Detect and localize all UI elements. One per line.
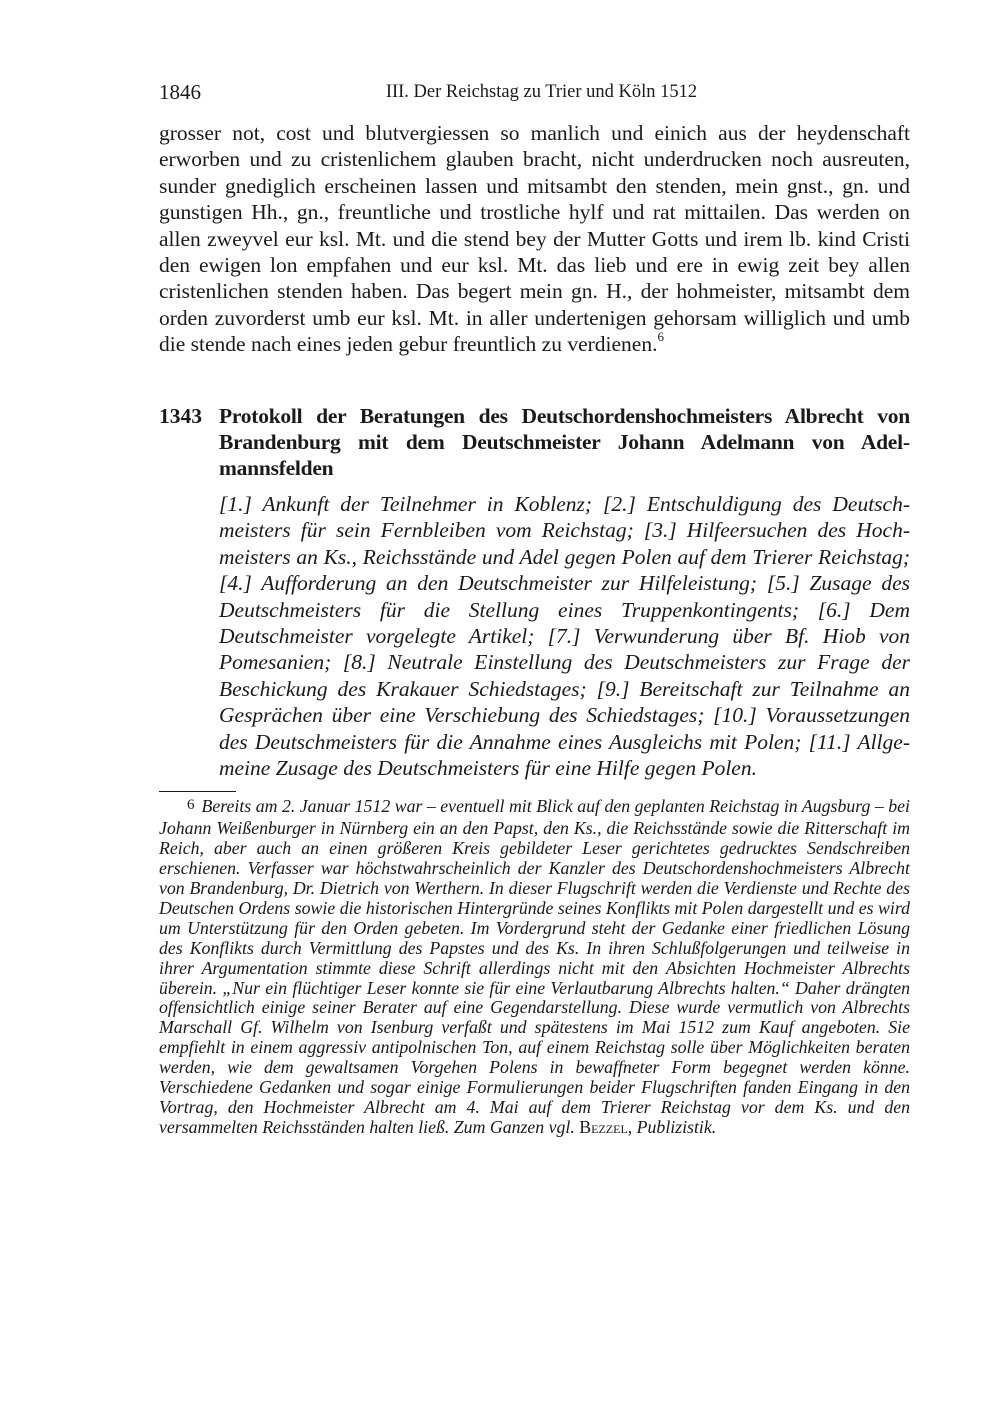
document-page — [159, 78, 910, 1138]
footnote — [159, 797, 910, 1137]
document-heading: Protokoll der Beratungen des Deutschordenshochmeisters Albrecht von Brandenburg mit dem Deutschmeister Johann Adelmann von Adelmannsfelden — [219, 403, 910, 481]
footnote-mark: 6 — [187, 797, 195, 814]
footnote-divider — [159, 791, 236, 792]
running-title: III. Der Reichstag zu Trier und Köln 1512 — [385, 82, 698, 102]
document-entry — [159, 403, 910, 782]
running-head — [159, 78, 910, 106]
document-summary: [1.] Ankunft der Teilnehmer in Koblenz; [2.] Entschuldigung des Deutschmeisters für sein Fernbleiben vom Reichstag; [3.] Hilfeersuchen des Hochmeisters an Ks., Reichsstände und Adel gegen Polen auf dem Trierer Reichstag; [4.] Aufforderung an den Deutschmeister zur Hilfeleistung; [5.] Zusage des Deutschmeisters für die Stellung eines Truppenkontingents; [6.] Dem Deutschmeister vorgelegte Artikel; [7.] Verwunderung über Bf. Hiob von Pomesanien; [8.] Neutrale Einstellung des Deutschmeisters zur Frage der Beschickung des Krakauer Schiedstages; [9.] Bereitschaft zur Teilnahme an Gesprächen über eine Verschiebung des Schiedstages; [10.] Voraussetzungen des Deutschmeisters für die Annahme eines Ausgleichs mit Polen; [11.] Allgemeine Zusage des Deutschmeisters für eine Hilfe gegen Polen. — [219, 491, 910, 780]
citation-author: Bezzel — [579, 1116, 628, 1137]
document-number: 1343 — [159, 403, 202, 428]
citation-work: Publizistik. — [636, 1116, 717, 1137]
continuation-text: grosser not, cost und blutvergiessen so manlich und einich aus der heydenschaft erworben und zu cristenlichem glauben bracht, nicht underdrucken noch ausreuten, sunder gnediglich erscheinen lassen und mitsambt den stenden, mein gnst., gn. und gunstigen Hh., gn., freuntliche und trostliche hylf und rat mittailen. Das werden on allen zweyvel eur ksl. Mt. und die stend bey der Mutter Gotts und irem lb. kind Cristi den ewigen lon empfahen und eur ksl. Mt. das lieb und ere in ewig zeit bey allen cristenlichen stenden haben. Das begert mein gn. H., der hohmeister, mitsambt dem orden zuvorderst umb eur ksl. Mt. in aller undertenigen gehorsam williglich und umb die stende nach eines jeden gebur freuntlich zu verdienen. — [159, 121, 910, 357]
page-number: 1846 — [159, 80, 201, 104]
continuation-paragraph — [159, 120, 910, 358]
citation-separator: , — [627, 1116, 637, 1137]
footnote-text: Bereits am 2. Januar 1512 war – eventuell mit Blick auf den geplanten Reichstag in Augsburg – bei Johann Weißenburger in Nürnberg ein an den Papst, den Ks., die Reichsstände sowie die Ritterschaft im Reich, aber auch an einen größeren Kreis gebildeter Leser gerichtetes gedrucktes Sendschreiben erschienen. Verfasser war höchstwahrscheinlich der Kanzler des Deutschordenshochmeisters Albrecht von Brandenburg, Dr. Dietrich von Werthern. In dieser Flugschrift werden die Verdienste und Rechte des Deutschen Ordens sowie die historischen Hintergründe seines Konflikts mit Polen dargestellt und es wird um Unterstützung für den Orden gebeten. Im Vordergrund steht der Gedanke einer friedlichen Lösung des Konflikts durch Vermittlung des Papstes und des Ks. In ihren Schlußfolgerungen und teilweise in ihrer Argumentation stimmte diese Schrift allerdings nicht mit den Absichten Hochmeister Albrechts überein. „Nur ein flüchtiger Leser konnte sie für eine Verlautbarung Albrechts halten.“ Daher drängten offensichtlich einige seiner Berater auf eine Gegendarstellung. Diese wurde vermutlich von Albrechts Marschall Gf. Wilhelm von Isenburg verfaßt und spätestens im Mai 1512 zum Kauf angeboten. Sie empfiehlt in einem aggressiv antipolnischen Ton, auf einem Reichstag solle über Möglichkeiten beraten werden, wie dem gewaltsamen Vorgehen Polens in bewaffneter Form begegnet werden könne. Verschiedene Gedanken und sogar einige Formulierungen beider Flugschriften fanden Eingang in den Vortrag, den Hochmeister Albrecht am 4. Mai auf dem Trierer Reichstag vor dem Ks. und den versammelten Reichsständen halten ließ. Zum Ganzen vgl. — [159, 796, 910, 1137]
footnote-reference[interactable]: 6 — [657, 329, 664, 345]
